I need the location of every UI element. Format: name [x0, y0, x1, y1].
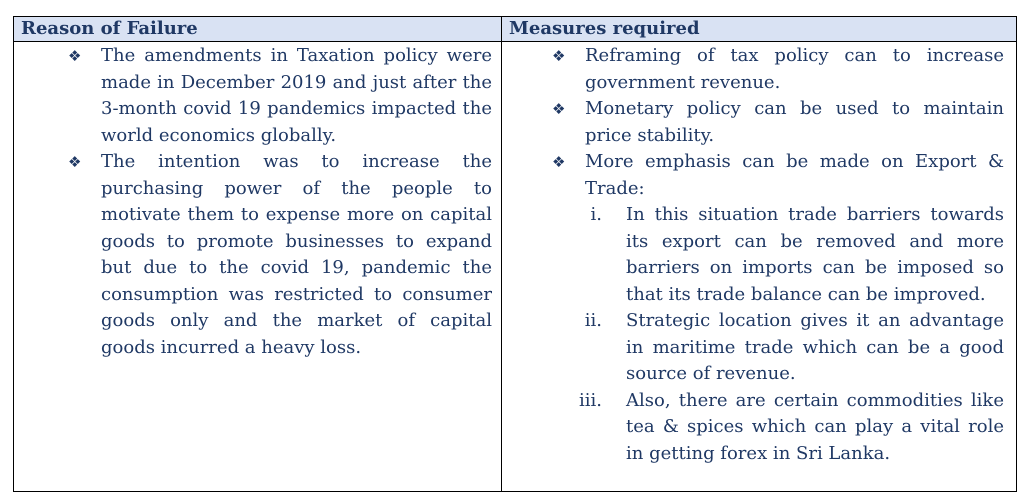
measure-text: Reframing of tax policy can to increase government revenue.	[585, 45, 1004, 93]
sub-measure-text: In this situation trade barriers towards its export can be removed and more barriers on imports can be imposed so that its trade balance can be improved.	[626, 204, 1004, 305]
reasons-column	[68, 42, 492, 361]
reason-text: The amendments in Taxation policy were made in December 2019 and just after the 3-month covid 19 pandemics impacted the world economics globally.	[101, 45, 492, 146]
measures-column	[552, 42, 1004, 467]
measure-text: More emphasis can be made on Export & Trade:	[585, 151, 1004, 199]
sub-measure-text: Also, there are certain commodities like tea & spices which can play a vital role in getting forex in Sri Lanka.	[626, 389, 1004, 464]
diamond-bullet-icon: ❖	[68, 153, 82, 171]
sub-measure-text: Strategic location gives it an advantage in maritime trade which can be a good source of revenue.	[626, 310, 1004, 384]
sub-measure-item	[552, 388, 1004, 468]
reason-item	[68, 43, 492, 149]
sub-measure-item	[552, 202, 1004, 308]
header-reason-of-failure: Reason of Failure	[14, 17, 502, 42]
sub-measure-number: iii.	[579, 389, 602, 411]
measure-item	[552, 96, 1004, 149]
reason-text: The intention was to increase the purchasing power of the people to motivate them to expense more on capital goods to promote businesses to expand but due to the covid 19, pandemic the consumption was restricted to consumer goods only and the market of capital goods incurred a heavy loss.	[101, 151, 492, 358]
failure-measures-table	[13, 16, 1017, 492]
measure-item	[552, 149, 1004, 202]
sub-measure-number: i.	[590, 204, 602, 225]
header-measures-required: Measures required	[502, 17, 1016, 42]
diamond-bullet-icon: ❖	[68, 47, 82, 65]
measure-text: Monetary policy can be used to maintain price stability.	[585, 98, 1004, 146]
diamond-bullet-icon: ❖	[552, 47, 566, 65]
sub-measure-item	[552, 308, 1004, 388]
sub-measure-number: ii.	[584, 310, 602, 331]
diamond-bullet-icon: ❖	[552, 100, 566, 118]
reason-item	[68, 149, 492, 361]
diamond-bullet-icon: ❖	[552, 153, 566, 171]
measure-item	[552, 43, 1004, 96]
column-divider	[501, 17, 502, 491]
